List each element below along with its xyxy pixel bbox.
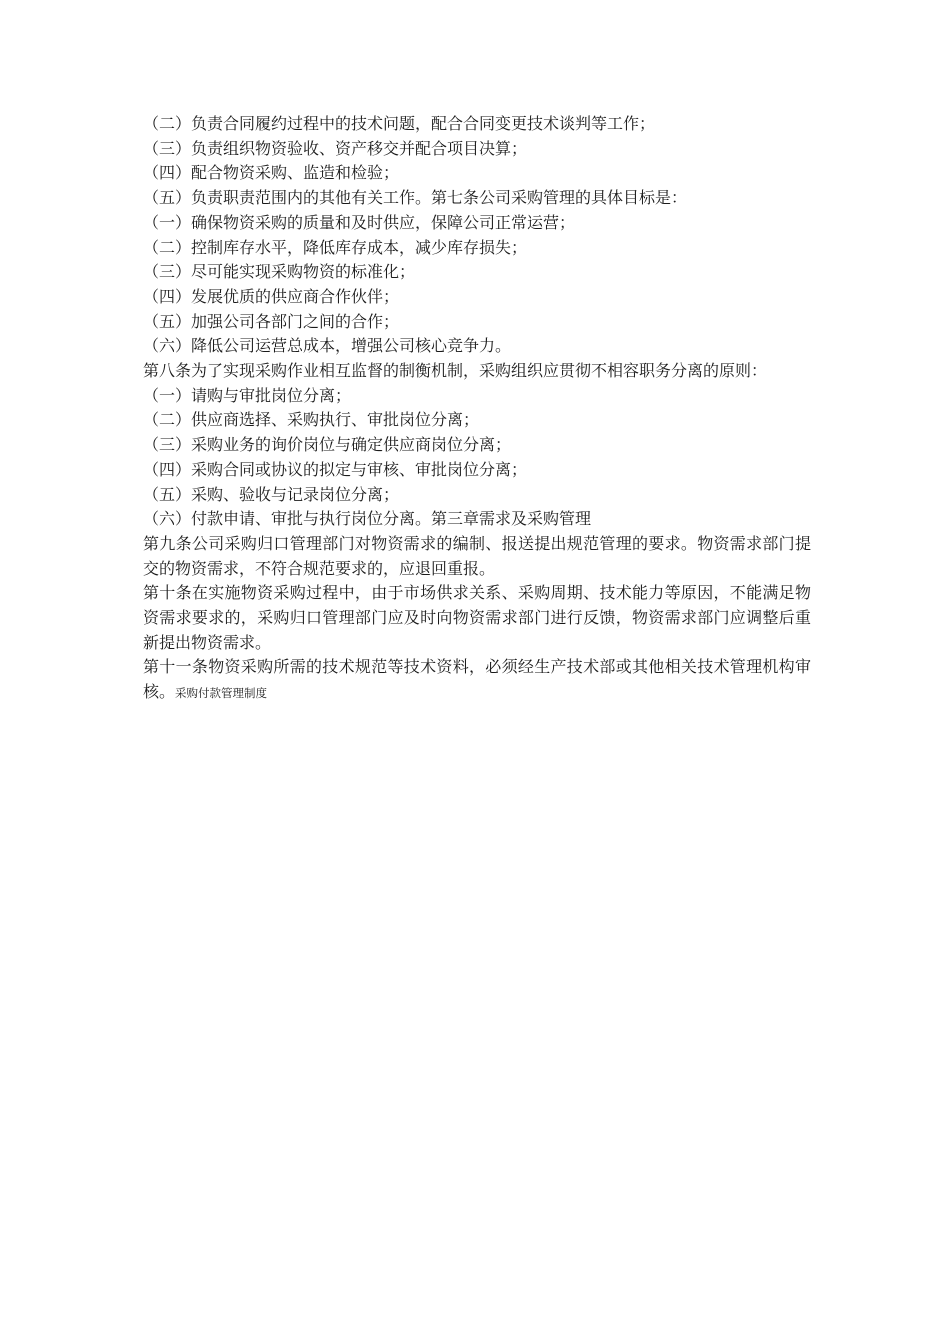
- text-line: （四）发展优质的供应商合作伙伴；: [143, 286, 400, 306]
- article-11-paragraph: [143, 655, 811, 705]
- article-8-item: （一）请购与审批岗位分离；: [143, 385, 352, 405]
- article-8-item: （五）采购、验收与记录岗位分离；: [143, 484, 400, 504]
- text-line: （五）负责职责范围内的其他有关工作。第七条公司采购管理的具体目标是：: [143, 188, 688, 208]
- article-10-paragraph: 第十条在实施物资采购过程中，由于市场供求关系、采购周期、技术能力等原因，不能满足物资需求要求的，采购归口管理部门应及时向物资需求部门进行反馈，物资需求部门应调整后重新提出物资需求。: [143, 583, 811, 652]
- article-8-item: （二）供应商选择、采购执行、审批岗位分离；: [143, 410, 480, 430]
- text-line: （三）尽可能实现采购物资的标准化；: [143, 262, 416, 282]
- article-8-paragraph: 第八条为了实现采购作业相互监督的制衡机制，采购组织应贯彻不相容职务分离的原则：: [143, 361, 768, 381]
- article-11-text: 第十一条物资采购所需的技术规范等技术资料，必须经生产技术部或其他相关技术管理机构审核。: [143, 657, 811, 702]
- text-line: （四）配合物资采购、监造和检验；: [143, 163, 400, 183]
- text-line: （三）负责组织物资验收、资产移交并配合项目决算；: [143, 138, 528, 158]
- text-line: （六）降低公司运营总成本，增强公司核心竞争力。: [143, 336, 512, 356]
- article-9-paragraph: 第九条公司采购归口管理部门对物资需求的编制、报送提出规范管理的要求。物资需求部门提交的物资需求，不符合规范要求的，应退回重报。: [143, 533, 811, 578]
- text-line: （二）控制库存水平，降低库存成本，减少库存损失；: [143, 237, 528, 257]
- text-line: （一）确保物资采购的质量和及时供应，保障公司正常运营；: [143, 212, 576, 232]
- text-line: （五）加强公司各部门之间的合作；: [143, 311, 400, 331]
- article-8-item: （四）采购合同或协议的拟定与审核、审批岗位分离；: [143, 459, 528, 479]
- document-body: [143, 112, 811, 706]
- footer-note: 采购付款管理制度: [175, 686, 268, 701]
- article-8-item: （三）采购业务的询价岗位与确定供应商岗位分离；: [143, 435, 512, 455]
- article-8-item: （六）付款申请、审批与执行岗位分离。第三章需求及采购管理: [143, 509, 592, 529]
- text-line: （二）负责合同履约过程中的技术问题，配合合同变更技术谈判等工作；: [143, 114, 656, 133]
